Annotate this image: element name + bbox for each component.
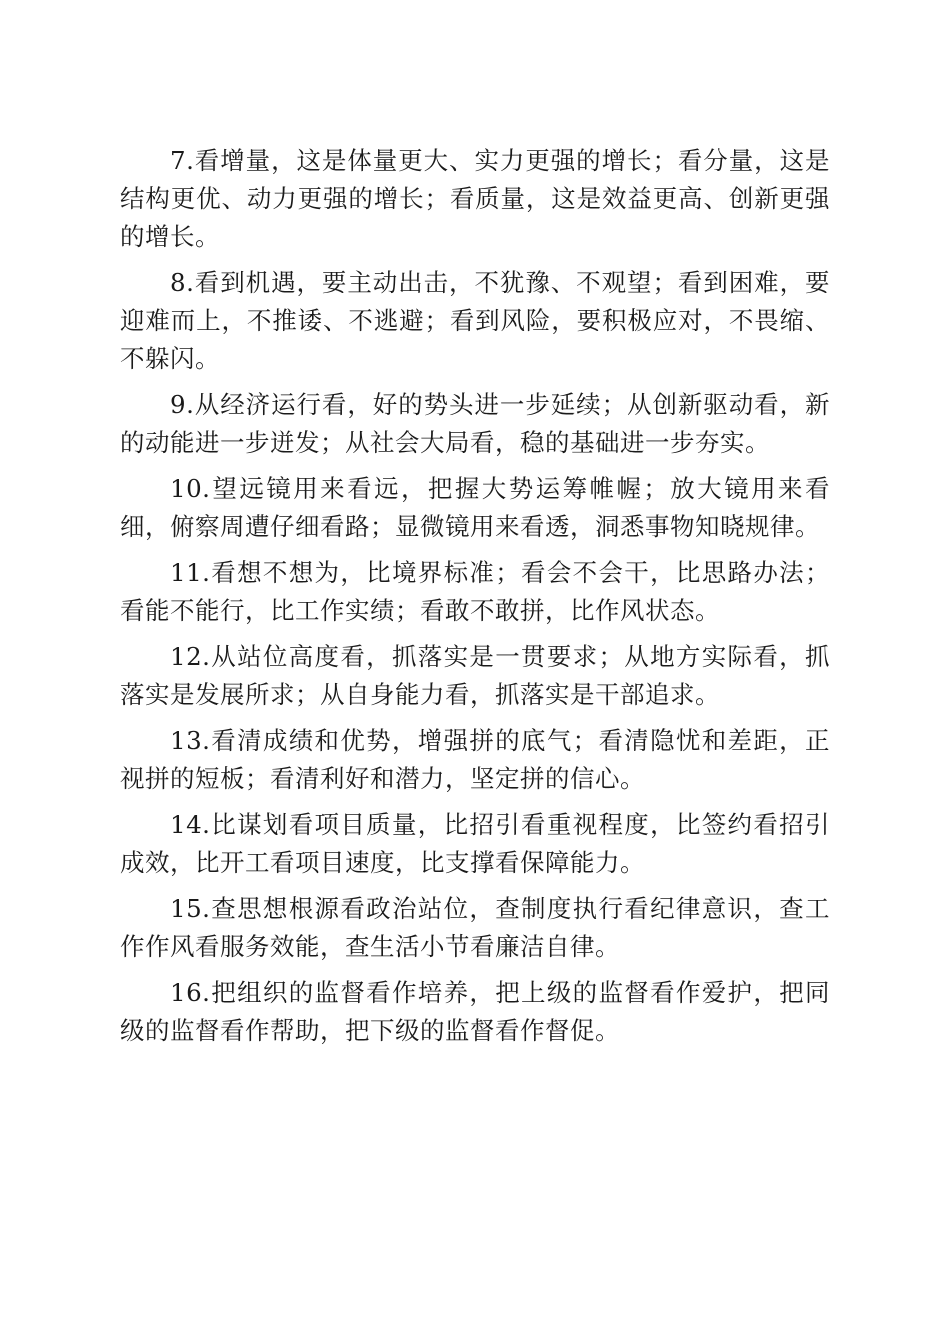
paragraph-15: 15.查思想根源看政治站位，查制度执行看纪律意识，查工作作风看服务效能，查生活小节看廉洁自律。 [120, 894, 830, 961]
paragraph-9: 9.从经济运行看，好的势头进一步延续；从创新驱动看，新的动能进一步迸发；从社会大局看，稳的基础进一步夯实。 [120, 390, 830, 457]
paragraph-14: 14.比谋划看项目质量，比招引看重视程度，比签约看招引成效，比开工看项目速度，比支撑看保障能力。 [120, 810, 830, 877]
paragraph-16: 16.把组织的监督看作培养，把上级的监督看作爱护，把同级的监督看作帮助，把下级的监督看作督促。 [120, 978, 830, 1045]
paragraph-10: 10.望远镜用来看远，把握大势运筹帷幄；放大镜用来看细，俯察周遭仔细看路；显微镜用来看透，洞悉事物知晓规律。 [120, 474, 830, 541]
document-page [120, 142, 830, 1058]
paragraph-8: 8.看到机遇，要主动出击，不犹豫、不观望；看到困难，要迎难而上，不推诿、不逃避；看到风险，要积极应对，不畏缩、不躲闪。 [120, 268, 830, 373]
paragraph-7: 7.看增量，这是体量更大、实力更强的增长；看分量，这是结构更优、动力更强的增长；看质量，这是效益更高、创新更强的增长。 [120, 146, 830, 251]
paragraph-11: 11.看想不想为，比境界标准；看会不会干，比思路办法；看能不能行，比工作实绩；看敢不敢拼，比作风状态。 [120, 558, 830, 625]
paragraph-13: 13.看清成绩和优势，增强拼的底气；看清隐忧和差距，正视拼的短板；看清利好和潜力，坚定拼的信心。 [120, 726, 830, 793]
paragraph-12: 12.从站位高度看，抓落实是一贯要求；从地方实际看，抓落实是发展所求；从自身能力看，抓落实是干部追求。 [120, 642, 830, 709]
